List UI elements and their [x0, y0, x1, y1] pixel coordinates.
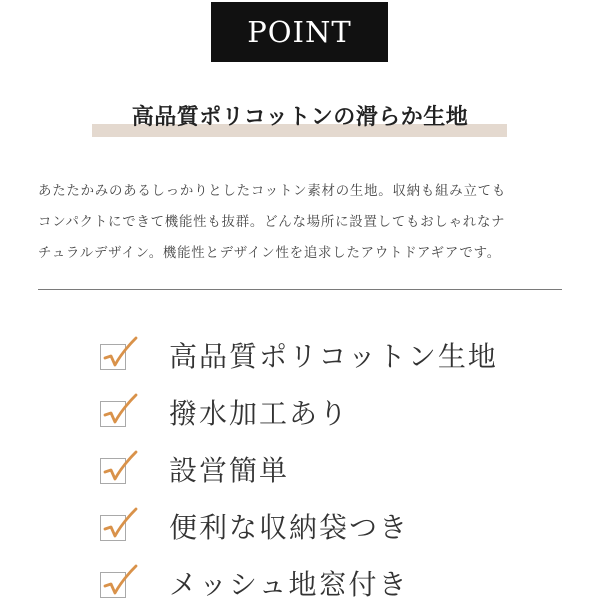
feature-item-easy-setup: [96, 444, 576, 501]
checkmark-icon: [96, 330, 144, 374]
feature-item-polycotton: [96, 330, 576, 387]
description-line-2: コンパクトにできて機能性も抜群。どんな場所に設置してもおしゃれなナ: [38, 215, 506, 230]
feature-item-water-repellent: [96, 387, 576, 444]
point-badge-label: POINT: [247, 15, 352, 49]
feature-label: 設営簡単: [169, 454, 290, 487]
feature-label: 便利な収納袋つき: [169, 511, 410, 544]
checkmark-icon: [96, 558, 144, 602]
checkmark-icon: [96, 501, 144, 545]
feature-label: 高品質ポリコットン生地: [169, 340, 498, 373]
feature-label: 撥水加工あり: [169, 397, 350, 430]
feature-list: [96, 330, 576, 615]
checkmark-icon: [96, 387, 144, 431]
headline-container: [0, 98, 600, 138]
section-divider: [38, 289, 562, 290]
checkmark-icon: [96, 444, 144, 488]
feature-item-mesh-window: [96, 558, 576, 615]
point-badge: [211, 2, 388, 62]
headline: 高品質ポリコットンの滑らか生地: [131, 105, 469, 130]
description: [38, 176, 568, 269]
description-line-1: あたたかみのあるしっかりとしたコットン素材の生地。収納も組み立ても: [38, 184, 507, 199]
feature-label: メッシュ地窓付き: [169, 568, 409, 601]
description-line-3: チュラルデザイン。機能性とデザイン性を追求したアウトドアギアです。: [38, 246, 501, 261]
feature-item-storage-bag: [96, 501, 576, 558]
